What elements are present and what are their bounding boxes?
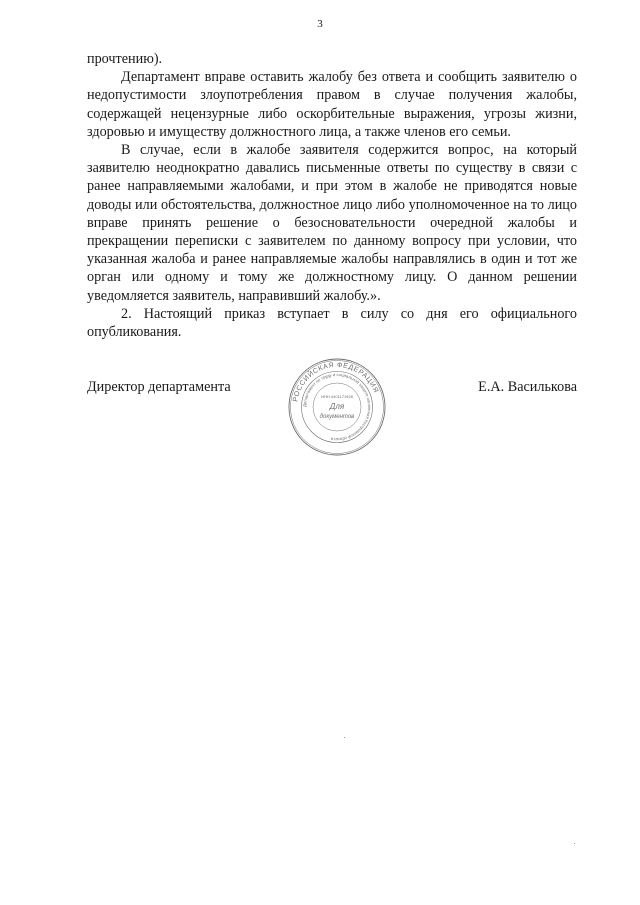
- page-number: 3: [317, 18, 323, 30]
- seal-number: ИНН 4401171928: [321, 394, 353, 399]
- paragraph-order-effective: 2. Настоящий приказ вступает в силу со дня его официального опубликования.: [87, 305, 577, 341]
- signer-role: Директор департамента: [87, 379, 231, 395]
- scan-speck: [344, 737, 345, 738]
- seal-outer-text-path: РОССИЙСКАЯ ФЕДЕРАЦИЯ: [292, 361, 380, 403]
- seal-center-line2: документов: [319, 414, 355, 420]
- signer-name: Е.А. Василькова: [478, 379, 577, 395]
- paragraph-continuation: прочтению).: [87, 51, 163, 67]
- document-body: [87, 50, 577, 341]
- paragraph-department-right: Департамент вправе оставить жалобу без ответа и сообщить заявителю о недопустимости злоупотребления правом в случае получения жалобы, содержащей нецензурные либо оскорбительные выражения, угрозы жизни, здоровью и имуществу должностного лица, а также членов его семьи.: [87, 69, 577, 140]
- seal-inner-text-path: Департамент по труду и социальной защите населения Костромской области: [301, 371, 373, 443]
- paragraph-repeated-complaint: В случае, если в жалобе заявителя содержится вопрос, на который заявителю неоднократно давались письменные ответы по существу в связи с ранее направляемыми жалобами, и при этом в жалобе не приводятся новые доводы или обстоятельства, должностное лицо либо уполномоченное на то лицо вправе принять решение о безосновательности очередной жалобы и прекращении переписки с заявителем по данному вопросу при условии, что указанная жалоба и ранее направляемые жалобы направлялись в один и тот же орган или одному и тому же должностному лицу. О данном решении уведомляется заявитель, направивший жалобу.».: [87, 142, 577, 304]
- seal-center-line1: Для: [329, 402, 345, 411]
- scan-speck: [574, 843, 575, 844]
- official-seal-stamp: [287, 357, 387, 457]
